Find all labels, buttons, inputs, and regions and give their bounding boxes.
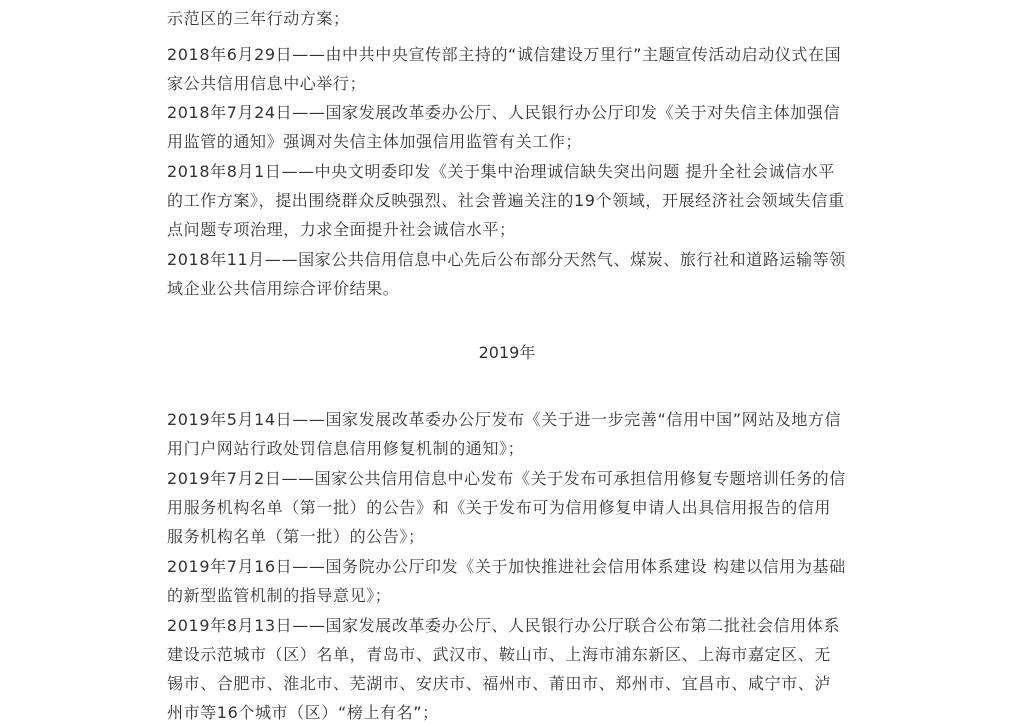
paragraph-2018-07-24: 2018年7月24日——国家发展改革委办公厅、人民银行办公厅印发《关于对失信主体加强信用监管的通知》强调对失信主体加强信用监管有关工作； <box>167 103 841 151</box>
paragraph-2018-08-01: 2018年8月1日——中央文明委印发《关于集中治理诚信缺失突出问题 提升全社会诚信水平的工作方案》，提出围绕群众反映强烈、社会普遍关注的19个领域，开展经济社会领域失信重点问题专项治理，力求全面提升社会诚信水平； <box>167 162 845 239</box>
paragraph-2019-07-16: 2019年7月16日——国务院办公厅印发《关于加快推进社会信用体系建设 构建以信用为基础的新型监管机制的指导意见》； <box>167 557 846 605</box>
paragraph-2019-05-14: 2019年5月14日——国家发展改革委办公厅发布《关于进一步完善“信用中国”网站及地方信用门户网站行政处罚信息信用修复机制的通知》； <box>167 410 842 458</box>
paragraph-2019-08-13: 2019年8月13日——国家发展改革委办公厅、人民银行办公厅联合公布第二批社会信用体系建设示范城市（区）名单，青岛市、武汉市、鞍山市、上海市浦东新区、上海市嘉定区、无锡市、合肥市、淮北市、芜湖市、安庆市、福州市、莆田市、郑州市、宜昌市、咸宁市、泸州市等16个城市（区）“榜上有名”； <box>167 616 841 722</box>
paragraph-2019-07-02: 2019年7月2日——国家公共信用信息中心发布《关于发布可承担信用修复专题培训任务的信用服务机构名单（第一批）的公告》和《关于发布可为信用修复申请人出具信用报告的信用服务机构名单（第一批）的公告》； <box>167 469 846 546</box>
paragraph-2018-action-plan-tail: 示范区的三年行动方案； <box>167 9 350 28</box>
paragraph-2018-11: 2018年11月——国家公共信用信息中心先后公布部分天然气、煤炭、旅行社和道路运输等领域企业公共信用综合评价结果。 <box>167 250 846 298</box>
year-heading-2019: 2019年 <box>478 343 536 362</box>
paragraph-2018-06-29: 2018年6月29日——由中共中央宣传部主持的“诚信建设万里行”主题宣传活动启动仪式在国家公共信用信息中心举行； <box>167 45 842 93</box>
